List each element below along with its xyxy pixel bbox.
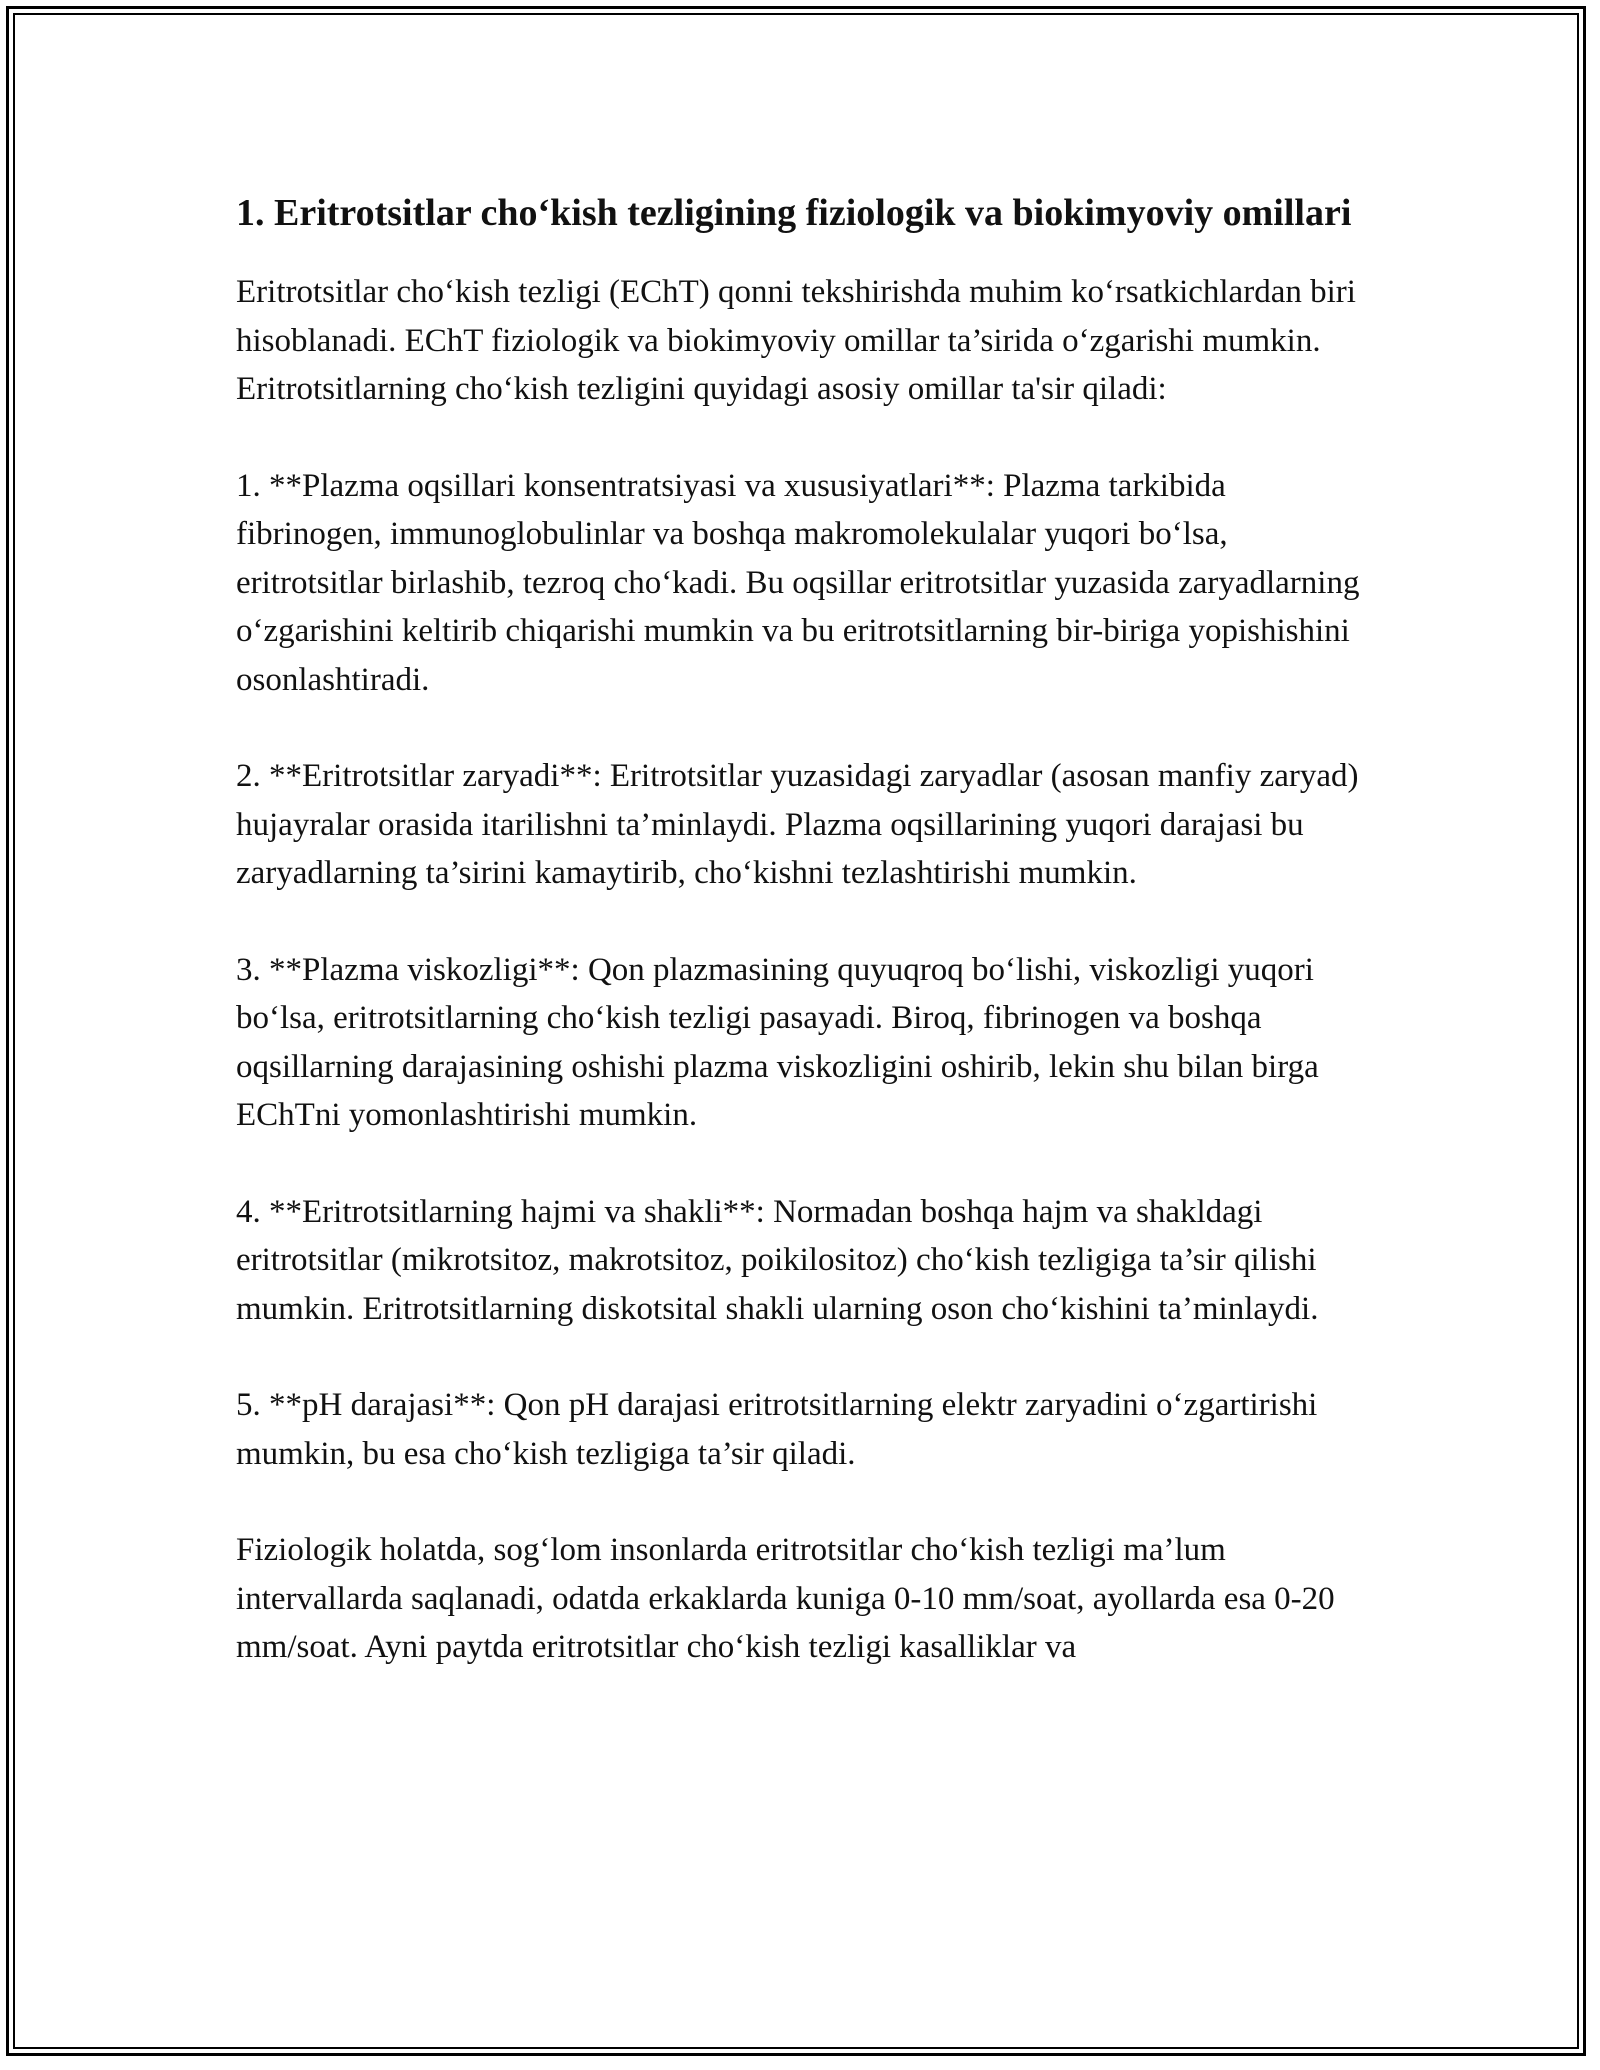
factor-2-paragraph: 2. **Eritrotsitlar zaryadi**: Eritrotsitlar yuzasidagi zaryadlar (asosan manfiy zaryad) hujayralar orasida itarilishni ta’minlaydi. Plazma oqsillarining yuqori darajasi bu zaryadlarning ta’sirini kamaytirib, cho‘kishni tezlashtirishi mumkin. <box>236 758 1359 891</box>
factor-3-paragraph: 3. **Plazma viskozligi**: Qon plazmasining quyuqroq bo‘lishi, viskozligi yuqori bo‘lsa, eritrotsitlarning cho‘kish tezligi pasayadi. Biroq, fibrinogen va boshqa oqsillarning darajasining oshishi plazma viskozligini oshirib, lekin shu bilan birga EChTni yomonlashtirishi mumkin. <box>236 951 1319 1133</box>
section-heading: 1. Eritrotsitlar cho‘kish tezligining fiziologik va biokimyoviy omillari <box>236 192 1352 234</box>
closing-paragraph: Fiziologik holatda, sog‘lom insonlarda eritrotsitlar cho‘kish tezligi ma’lum intervallarda saqlanadi, odatda erkaklarda kuniga 0-10 mm/soat, ayollarda esa 0-20 mm/soat. Ayni paytda eritrotsitlar cho‘kish tezligi kasalliklar va <box>236 1532 1335 1665</box>
document-body <box>236 186 1376 1720</box>
factor-1-paragraph: 1. **Plazma oqsillari konsentratsiyasi va xususiyatlari**: Plazma tarkibida fibrinogen, immunoglobulinlar va boshqa makromolekulalar yuqori bo‘lsa, eritrotsitlar birlashib, tezroq cho‘kadi. Bu oqsillar eritrotsitlar yuzasida zaryadlarning o‘zgarishini keltirib chiqarishi mumkin va bu eritrotsitlarning bir-biriga yopishishini osonlashtiradi. <box>236 467 1360 698</box>
intro-paragraph: Eritrotsitlar cho‘kish tezligi (EChT) qonni tekshirishda muhim ko‘rsatkichlardan biri hisoblanadi. EChT fiziologik va biokimyoviy omillar ta’sirida o‘zgarishi mumkin. Eritrotsitlarning cho‘kish tezligini quyidagi asosiy omillar ta'sir qiladi: <box>236 274 1356 407</box>
factor-4-paragraph: 4. **Eritrotsitlarning hajmi va shakli**: Normadan boshqa hajm va shakldagi eritrotsitlar (mikrotsitoz, makrotsitoz, poikilositoz) cho‘kish tezligiga ta’sir qilishi mumkin. Eritrotsitlarning diskotsital shakli ularning oson cho‘kishini ta’minlaydi. <box>236 1193 1319 1327</box>
factor-5-paragraph: 5. **pH darajasi**: Qon pH darajasi eritrotsitlarning elektr zaryadini o‘zgartirishi mumkin, bu esa cho‘kish tezligiga ta’sir qiladi. <box>236 1387 1318 1472</box>
